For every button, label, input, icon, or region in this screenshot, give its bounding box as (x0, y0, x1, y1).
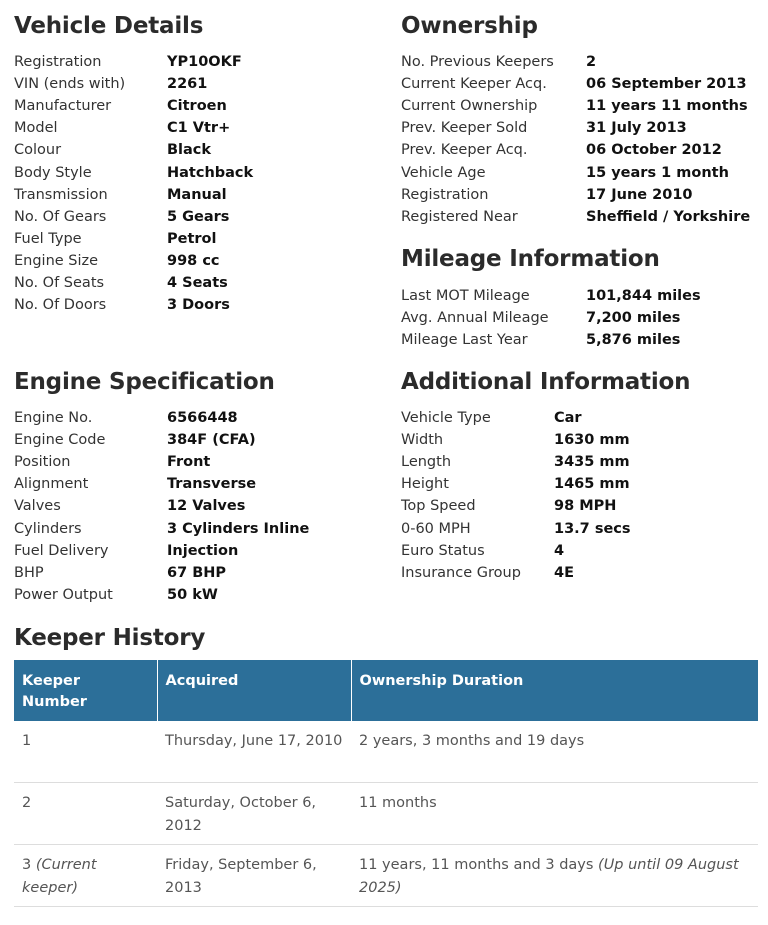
keeper-history-table (14, 660, 758, 907)
ownership-list (401, 51, 750, 228)
detail-row (14, 117, 253, 139)
additional-row (401, 451, 690, 473)
additional-label: Top Speed (401, 498, 476, 515)
ownership-label: Prev. Keeper Acq. (401, 142, 528, 159)
engine-label: Engine No. (14, 410, 93, 427)
detail-value: Citroen (167, 98, 227, 115)
ownership-label: Registration (401, 186, 489, 203)
vehicle-details-list (14, 51, 253, 316)
detail-row (14, 139, 253, 161)
additional-row (401, 562, 690, 584)
detail-value: 5 Gears (167, 208, 230, 225)
detail-row (14, 184, 253, 206)
detail-label: Model (14, 120, 58, 137)
engine-value: 6566448 (167, 410, 238, 427)
detail-row (14, 51, 253, 73)
engine-label: Position (14, 454, 71, 471)
detail-label: Colour (14, 142, 62, 159)
additional-value: 4 (554, 542, 565, 559)
detail-value: 2261 (167, 76, 208, 93)
engine-value: Injection (167, 542, 239, 559)
mileage-label: Last MOT Mileage (401, 288, 530, 305)
ownership-value: Sheffield / Yorkshire (586, 208, 751, 225)
ownership-label: Prev. Keeper Sold (401, 120, 528, 137)
ownership-section (401, 12, 750, 228)
mileage-list (401, 285, 701, 351)
detail-value: Petrol (167, 230, 217, 247)
additional-value: 13.7 secs (554, 520, 631, 537)
detail-row (14, 95, 253, 117)
duration-cell (351, 845, 758, 907)
detail-value: C1 Vtr+ (167, 120, 231, 137)
additional-value: 3435 mm (554, 454, 630, 471)
ownership-value: 17 June 2010 (586, 186, 693, 203)
additional-value: Car (554, 410, 582, 427)
duration-note: (Up until 09 August 2025) (359, 857, 739, 896)
ownership-row (401, 117, 750, 139)
engine-row (14, 562, 309, 584)
keeper-number-header-line2: Number (22, 694, 87, 710)
detail-value: Manual (167, 186, 227, 203)
detail-label: Manufacturer (14, 98, 112, 115)
additional-information-title: Additional Information (401, 369, 691, 395)
duration-cell: 11 months (351, 783, 758, 845)
mileage-row (401, 285, 701, 307)
engine-specification-title: Engine Specification (14, 369, 275, 395)
engine-row (14, 495, 309, 517)
detail-row (14, 228, 253, 250)
table-row (14, 783, 758, 845)
ownership-row (401, 184, 750, 206)
detail-label: Registration (14, 54, 102, 71)
keeper-history-section (14, 624, 758, 907)
ownership-row (401, 206, 750, 228)
engine-row (14, 451, 309, 473)
engine-value: Front (167, 454, 211, 471)
additional-row (401, 540, 690, 562)
engine-value: 3 Cylinders Inline (167, 520, 310, 537)
duration-cell: 2 years, 3 months and 19 days (351, 721, 758, 783)
keeper-number-header-line1: Keeper (22, 673, 81, 689)
ownership-label: Current Keeper Acq. (401, 76, 547, 93)
detail-row (14, 73, 253, 95)
keeper-history-title: Keeper History (14, 625, 206, 651)
ownership-value: 15 years 1 month (586, 164, 729, 181)
ownership-label: Registered Near (401, 208, 518, 225)
keeper-number: 3 (22, 857, 32, 873)
mileage-title: Mileage Information (401, 246, 660, 272)
additional-list (401, 407, 690, 584)
detail-label: No. Of Doors (14, 297, 107, 314)
engine-label: Cylinders (14, 520, 82, 537)
ownership-value: 06 October 2012 (586, 142, 722, 159)
additional-value: 98 MPH (554, 498, 617, 515)
additional-label: Vehicle Type (401, 410, 491, 427)
acquired-cell: Saturday, October 6, 2012 (157, 783, 351, 845)
engine-label: Alignment (14, 476, 89, 493)
detail-label: No. Of Gears (14, 208, 107, 225)
acquired-header: Acquired (157, 660, 351, 721)
engine-row (14, 517, 309, 539)
acquired-cell: Thursday, June 17, 2010 (157, 721, 351, 783)
detail-row (14, 206, 253, 228)
additional-label: Length (401, 454, 452, 471)
keeper-number-header (14, 660, 157, 721)
detail-row (14, 294, 253, 316)
additional-label: Euro Status (401, 542, 485, 559)
ownership-row (401, 73, 750, 95)
engine-label: BHP (14, 564, 44, 581)
vehicle-details-title: Vehicle Details (14, 13, 204, 39)
mileage-row (401, 307, 701, 329)
mileage-row (401, 329, 701, 351)
engine-value: 12 Valves (167, 498, 246, 515)
additional-row (401, 429, 690, 451)
engine-value: 50 kW (167, 586, 218, 603)
ownership-row (401, 161, 750, 183)
additional-label: Insurance Group (401, 564, 521, 581)
engine-row (14, 429, 309, 451)
detail-label: VIN (ends with) (14, 76, 126, 93)
keeper-number: 1 (22, 733, 32, 749)
detail-row (14, 250, 253, 272)
engine-value: 384F (CFA) (167, 432, 256, 449)
table-row (14, 845, 758, 907)
vehicle-details-section (14, 12, 253, 316)
acquired-cell: Friday, September 6, 2013 (157, 845, 351, 907)
keeper-number: 2 (22, 795, 32, 811)
mileage-value: 5,876 miles (586, 332, 681, 349)
engine-value: Transverse (167, 476, 257, 493)
ownership-value: 11 years 11 months (586, 98, 748, 115)
ownership-value: 2 (586, 54, 597, 71)
engine-row (14, 584, 309, 606)
detail-label: Fuel Type (14, 230, 82, 247)
detail-label: Engine Size (14, 252, 99, 269)
detail-value: Black (167, 142, 212, 159)
engine-specification-section (14, 368, 309, 606)
additional-value: 1465 mm (554, 476, 630, 493)
ownership-row (401, 51, 750, 73)
ownership-label: Current Ownership (401, 98, 538, 115)
ownership-label: No. Previous Keepers (401, 54, 554, 71)
mileage-value: 7,200 miles (586, 310, 681, 327)
additional-row (401, 517, 690, 539)
additional-label: Width (401, 432, 444, 449)
engine-label: Engine Code (14, 432, 106, 449)
additional-row (401, 495, 690, 517)
ownership-label: Vehicle Age (401, 164, 486, 181)
ownership-value: 06 September 2013 (586, 76, 747, 93)
detail-label: No. Of Seats (14, 274, 105, 291)
table-header-row (14, 660, 758, 721)
detail-value: YP10OKF (167, 54, 242, 71)
engine-row (14, 540, 309, 562)
ownership-title: Ownership (401, 13, 538, 39)
engine-label: Power Output (14, 586, 113, 603)
detail-row (14, 272, 253, 294)
mileage-label: Avg. Annual Mileage (401, 310, 549, 327)
duration-text: 11 years, 11 months and 3 days (359, 857, 594, 873)
mileage-value: 101,844 miles (586, 288, 701, 305)
detail-value: 3 Doors (167, 297, 230, 314)
additional-value: 1630 mm (554, 432, 630, 449)
detail-value: Hatchback (167, 164, 254, 181)
detail-value: 4 Seats (167, 274, 228, 291)
detail-label: Transmission (14, 186, 108, 203)
ownership-value: 31 July 2013 (586, 120, 687, 137)
engine-label: Valves (14, 498, 61, 515)
engine-row (14, 407, 309, 429)
detail-label: Body Style (14, 164, 92, 181)
detail-value: 998 cc (167, 252, 220, 269)
engine-list (14, 407, 309, 606)
additional-label: 0-60 MPH (401, 520, 471, 537)
additional-value: 4E (554, 564, 574, 581)
keeper-number-cell (14, 783, 157, 845)
engine-value: 67 BHP (167, 564, 227, 581)
mileage-label: Mileage Last Year (401, 332, 528, 349)
ownership-row (401, 139, 750, 161)
additional-information-section (401, 368, 690, 584)
additional-label: Height (401, 476, 449, 493)
mileage-section (401, 245, 701, 351)
table-row (14, 721, 758, 783)
detail-row (14, 161, 253, 183)
engine-row (14, 473, 309, 495)
engine-label: Fuel Delivery (14, 542, 109, 559)
keeper-number-cell (14, 845, 157, 907)
keeper-number-cell (14, 721, 157, 783)
ownership-duration-header: Ownership Duration (351, 660, 758, 721)
current-keeper-note: (Current keeper) (22, 857, 97, 896)
additional-row (401, 407, 690, 429)
ownership-row (401, 95, 750, 117)
additional-row (401, 473, 690, 495)
